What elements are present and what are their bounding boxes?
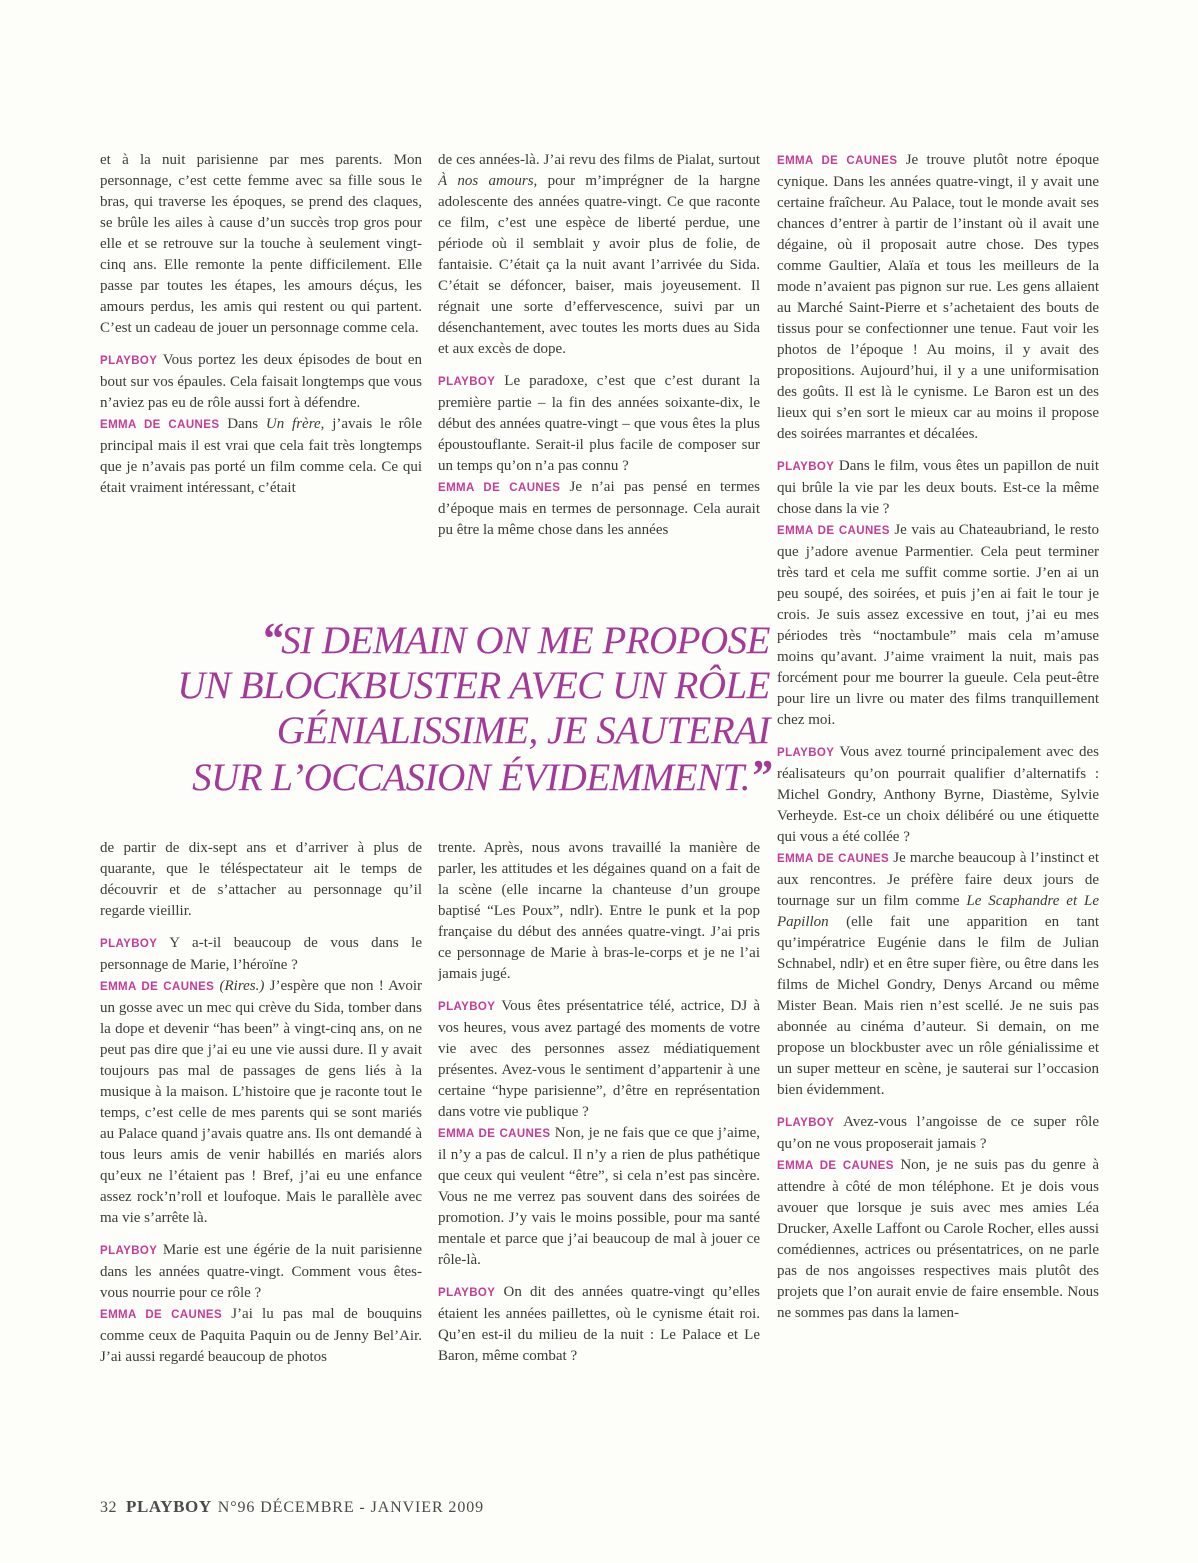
text-segment: J’ai lu pas mal de bouquins comme ceux de Paquita Paquin ou de Jenny Bel’Air. J’ai aussi regardé beaucoup de photos bbox=[100, 1306, 422, 1365]
page-number: 32 bbox=[100, 1499, 117, 1516]
text-segment: (Rires.) bbox=[219, 978, 265, 994]
text-segment: Le Scaphandre et Le Papillon bbox=[777, 893, 1099, 930]
text-segment: Non, je ne suis pas du genre à attendre à côté de mon téléphone. Et je dois vous avouer que lorsque je suis avec mes amies Léa Drucker, Axelle Laffont ou Carole Rocher, elles aussi comédiennes, actrices ou présentatrices, on ne parle pas de nos angoisses respectives mais plutôt des projets que l’on aurait envie de faire ensemble. Nous ne sommes pas dans la lamen- bbox=[777, 1157, 1099, 1321]
question-paragraph bbox=[100, 933, 422, 976]
text-segment: Vous êtes présentatrice télé, actrice, DJ à vos heures, vous avez partagé des moments de votre vie avec des personnes assez médiatiquement présentes. Avez-vous le sentiment d’appartenir à une certaine “hype parisienne”, d’être en représentation dans votre vie publique ? bbox=[438, 998, 760, 1120]
text-segment: Non, je ne fais que ce que j’aime, il n’y a pas de calcul. Il n’y a rien de plus pathétique que ceux qui veulent “être”, si cela n’est pas sincère. Vous ne me verrez pas souvent dans des soirées de promotion. J’y vais le moins possible, pour ma santé mentale et parce que j’ai beaucoup de mal à jouer ce rôle-là. bbox=[438, 1125, 760, 1268]
text-segment: Je vais au Chateaubriand, le resto que j’adore avenue Parmentier. Cela peut terminer très tard et cela me suffit comme sortie. J’en ai un peu soupé, des soirées, et puis j’en ai fait le tour je crois. Je suis assez excessive en tout, j’ai eu mes périodes très “noctambule” mais cela m’amuse moins qu’avant. J’aime vraiment la nuit, mais pas forcément pour me bourrer la gueule. Cela peut-être pour lire un livre ou mater des films tranquillement chez moi. bbox=[777, 522, 1099, 728]
text-segment: et à la nuit parisienne par mes parents. Mon personnage, c’est cette femme avec sa fille sous le bras, qui traverse les époques, se prend des claques, se brûle les ailes à cause d’un succès trop gros pour elle et se retrouve sur la touche à seulement vingt-cinq ans. Elle remonte la pente difficilement. Elle passe par toutes les étapes, les amours déçus, les amours perdus, les amis qui restent ou qui partent. C’est un cadeau de jouer un personnage comme cela. bbox=[100, 152, 422, 336]
text-segment: On dit des années quatre-vingt qu’elles étaient les années paillettes, où le cynisme était roi. Qu’en est-il du milieu de la nuit : Le Palace et Le Baron, même combat ? bbox=[438, 1284, 760, 1364]
answer-paragraph bbox=[777, 150, 1099, 445]
open-quote-mark: “ bbox=[261, 614, 282, 663]
text-segment: de ces années-là. J’ai revu des films de Pialat, surtout bbox=[438, 152, 760, 168]
column-2-top bbox=[438, 150, 760, 620]
speaker-label: PLAYBOY bbox=[100, 1245, 158, 1257]
speaker-label: EMMA DE CAUNES bbox=[777, 525, 890, 537]
continuation-paragraph bbox=[438, 150, 760, 360]
text-segment: , j’avais le rôle principal mais il est vrai que cela fait très longtemps que je n’avais pas porté un film comme cela. Ce qui était vraiment intéressant, c’était bbox=[100, 416, 422, 496]
question-paragraph bbox=[777, 1112, 1099, 1155]
speaker-label: EMMA DE CAUNES bbox=[777, 155, 898, 167]
speaker-label: PLAYBOY bbox=[777, 1117, 835, 1129]
answer-paragraph bbox=[100, 976, 422, 1229]
speaker-label: EMMA DE CAUNES bbox=[777, 853, 890, 865]
speaker-label: PLAYBOY bbox=[100, 355, 158, 367]
text-segment: Y a-t-il beaucoup de vous dans le personnage de Marie, l’héroïne ? bbox=[100, 935, 422, 973]
answer-paragraph bbox=[777, 1155, 1099, 1324]
speaker-label: EMMA DE CAUNES bbox=[100, 1309, 223, 1321]
column-2-bottom bbox=[438, 838, 760, 1478]
speaker-label: PLAYBOY bbox=[438, 1001, 496, 1013]
speaker-label: PLAYBOY bbox=[100, 938, 158, 950]
pull-quote-line: “SI DEMAIN ON ME PROPOSE bbox=[261, 614, 770, 663]
column-1-bottom bbox=[100, 838, 422, 1478]
question-paragraph bbox=[438, 1282, 760, 1367]
question-paragraph bbox=[777, 456, 1099, 520]
answer-paragraph bbox=[100, 1304, 422, 1368]
text-segment: Dans le film, vous êtes un papillon de nuit qui brûle la vie par les deux bouts. Est-ce la même chose dans la vie ? bbox=[777, 458, 1099, 517]
text-segment: Marie est une égérie de la nuit parisienne dans les années quatre-vingt. Comment vous êtes-vous nourrie pour ce rôle ? bbox=[100, 1242, 422, 1301]
pull-quote-line: SUR L’OCCASION ÉVIDEMMENT.” bbox=[192, 751, 770, 800]
pull-quote-line: UN BLOCKBUSTER AVEC UN RÔLE bbox=[177, 664, 770, 707]
text-segment: À nos amours, bbox=[438, 173, 538, 189]
close-quote-mark: ” bbox=[750, 751, 770, 800]
question-paragraph bbox=[438, 996, 760, 1123]
text-segment: Un frère bbox=[265, 416, 321, 432]
speaker-label: EMMA DE CAUNES bbox=[438, 482, 561, 494]
speaker-label: EMMA DE CAUNES bbox=[100, 981, 215, 993]
text-segment: Je marche beaucoup à l’instinct et aux rencontres. Je préfère faire deux jours de tournage sur un film comme bbox=[777, 850, 1099, 909]
speaker-label: PLAYBOY bbox=[438, 1287, 496, 1299]
answer-paragraph bbox=[100, 414, 422, 499]
question-paragraph bbox=[100, 1240, 422, 1304]
answer-paragraph bbox=[777, 848, 1099, 1101]
text-segment: J’espère que non ! Avoir un gosse avec un mec qui crève du Sida, tomber dans la dope et devenir “has been” à vingt-cinq ans, on ne peut pas dire que j’ai eu une vie aussi dure. Il y avait toujours pas mal de passages de gens liés à la musique à la maison. L’histoire que je raconte tout le temps, c’est celle de mes parents qui se sont mariés au Palace quand j’avais quatre ans. Ils ont demandé à tous leurs amis de venir habillés en mariés alors qu’eux ne l’étaient pas ! Bref, j’ai eu une enfance assez rock’n’roll et loufoque. Mais le parallèle avec ma vie s’arrête là. bbox=[100, 978, 422, 1226]
answer-paragraph bbox=[777, 520, 1099, 731]
continuation-paragraph bbox=[438, 838, 760, 985]
issue-info: N°96 DÉCEMBRE - JANVIER 2009 bbox=[217, 1499, 485, 1516]
text-segment: Avez-vous l’angoisse de ce super rôle qu’on ne vous proposerait jamais ? bbox=[777, 1114, 1099, 1152]
question-paragraph bbox=[438, 371, 760, 477]
pull-quote bbox=[78, 616, 770, 800]
answer-paragraph bbox=[438, 477, 760, 541]
speaker-label: PLAYBOY bbox=[438, 376, 496, 388]
speaker-label: EMMA DE CAUNES bbox=[777, 1160, 894, 1172]
continuation-paragraph bbox=[100, 150, 422, 339]
text-segment: Vous portez les deux épisodes de bout en bout sur vos épaules. Cela faisait longtemps que vous n’aviez pas eu de rôle aussi fort à défendre. bbox=[100, 352, 422, 411]
magazine-name: PLAYBOY bbox=[126, 1497, 212, 1516]
speaker-label: EMMA DE CAUNES bbox=[438, 1128, 551, 1140]
speaker-label: PLAYBOY bbox=[777, 461, 835, 473]
column-1-top bbox=[100, 150, 422, 620]
page-footer bbox=[100, 1497, 484, 1517]
text-segment: pour m’imprégner de la hargne adolescente des années quatre-vingt. Ce que raconte ce film, c’est une espèce de liberté perdue, une période où il semblait y avoir plus de folie, de fantaisie. C’était ça la nuit avant l’arrivée du Sida. C’était se défoncer, baiser, mais joyeusement. Il régnait une sorte d’effervescence, suivi par un désenchantement, avec toutes les morts dues au Sida et aux excès de dope. bbox=[438, 173, 760, 357]
speaker-label: PLAYBOY bbox=[777, 747, 835, 759]
text-segment: Dans bbox=[219, 416, 266, 432]
text-segment: (elle fait une apparition en tant qu’impératrice Eugénie dans le film de Julian Schnabel, ndlr) et en être super fière, ou être dans les films de Michel Gondry, Denys Arcand ou même Mister Bean. Mais rien n’est scellé. Je ne suis pas abonnée au cinéma d’auteur. Si demain, on me propose un blockbuster avec un rôle génialissime et un super metteur en scène, je sauterai sur l’occasion bien évidemment. bbox=[777, 914, 1099, 1098]
pull-quote-line: GÉNIALISSIME, JE SAUTERAI bbox=[276, 709, 770, 752]
continuation-paragraph bbox=[100, 838, 422, 922]
speaker-label: EMMA DE CAUNES bbox=[100, 419, 220, 431]
answer-paragraph bbox=[438, 1123, 760, 1271]
column-3 bbox=[777, 150, 1099, 1470]
text-segment: Le paradoxe, c’est que c’est durant la première partie – la fin des années soixante-dix, le début des années quatre-vingt – que vous êtes la plus époustouflante. Serait-il plus facile de composer sur un temps qu’on n’a pas connu ? bbox=[438, 373, 760, 474]
text-segment: trente. Après, nous avons travaillé la manière de parler, les attitudes et les dégaines quand on a fait de la scène (elle incarne la chanteuse d’un groupe baptisé “Les Poux”, ndlr). Entre le punk et la pop française du début des années quatre-vingt. J’ai pris ce personnage de Marie à bras-le-corps et je ne l’ai jamais jugé. bbox=[438, 840, 760, 982]
text-segment: Je n’ai pas pensé en termes d’époque mais en termes de personnage. Cela aurait pu être la même chose dans les années bbox=[438, 479, 760, 538]
text-segment: de partir de dix-sept ans et d’arriver à plus de quarante, que le téléspectateur ait le temps de découvrir et de s’attacher au personnage qu’il regarde vieillir. bbox=[100, 840, 422, 919]
text-segment: Je trouve plutôt notre époque cynique. Dans les années quatre-vingt, il y avait une certaine fraîcheur. Au Palace, tout le monde avait ses chances d’entrer à partir de l’instant où il avait une dégaine, où il proposait autre chose. Des types comme Gaultier, Alaïa et tous les meilleurs de la mode n’avaient pas pignon sur rue. Les gens allaient au Marché Saint-Pierre et s’achetaient des bouts de tissus pour se confectionner une tenue. Faut voir les photos de l’époque ! Au moins, il y avait des propositions. Aujourd’hui, il y a une uniformisation des goûts. Il est là le cynisme. Le Baron est un des lieux qui s’en sort le mieux car au moins il propose des soirées marrantes et décalées. bbox=[777, 152, 1099, 442]
question-paragraph bbox=[100, 350, 422, 414]
text-segment: Vous avez tourné principalement avec des réalisateurs qu’on pourrait qualifier d’alternatifs : Michel Gondry, Anthony Byrne, Diastème, Sylvie Verheyde. Est-ce un choix délibéré ou une étiquette qui vous a été collée ? bbox=[777, 744, 1099, 845]
question-paragraph bbox=[777, 742, 1099, 848]
